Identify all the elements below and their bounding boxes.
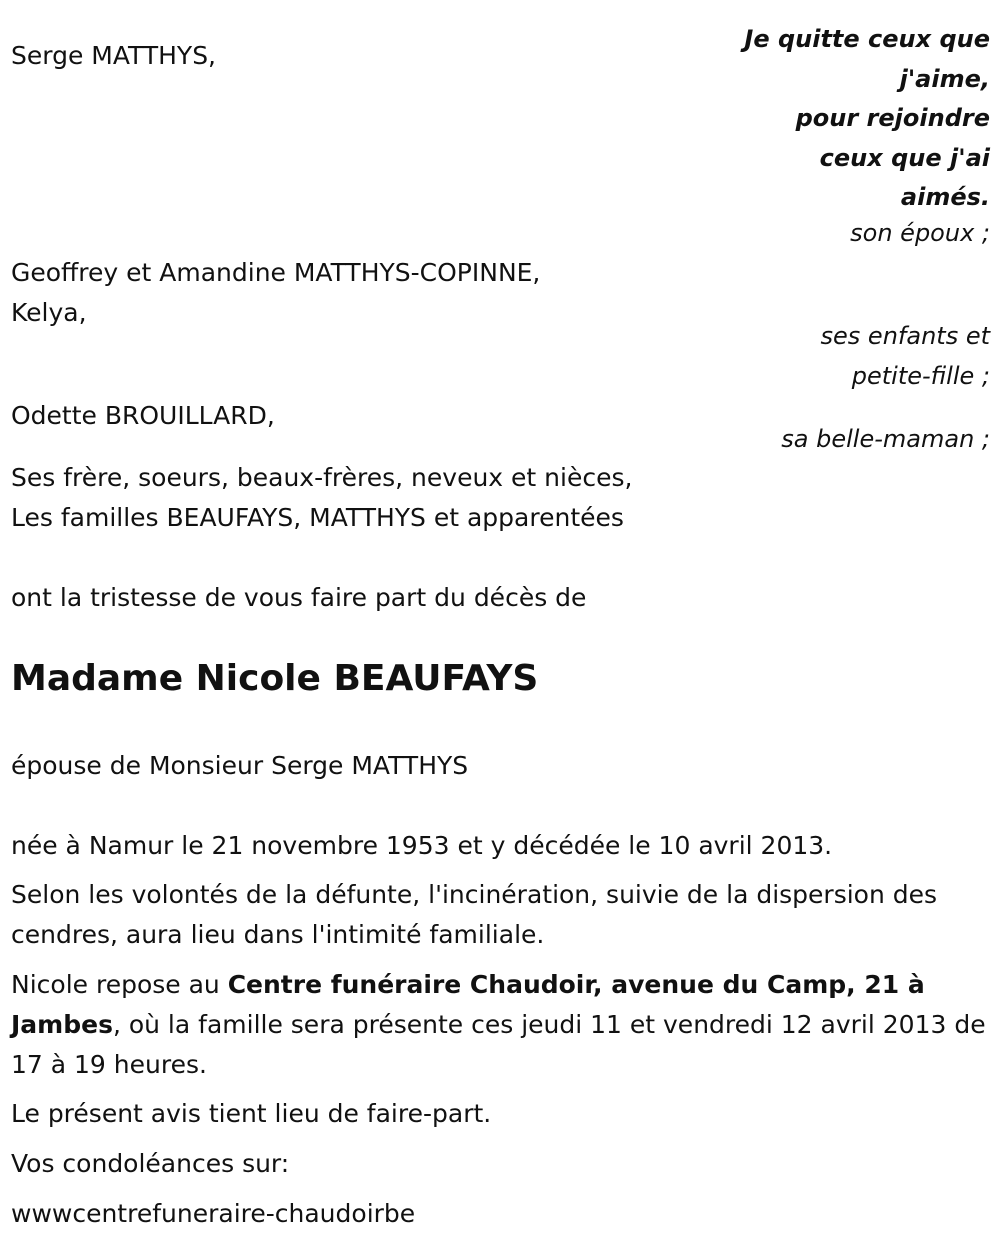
- repose-prefix: Nicole repose au: [11, 970, 228, 999]
- repose-paragraph: [11, 965, 989, 1085]
- children-relation-line-1: ses enfants et: [820, 322, 990, 350]
- mother-in-law-name: Odette BROUILLARD,: [11, 401, 275, 430]
- quote-line: aimés.: [900, 183, 990, 211]
- deceased-name: Madame Nicole BEAUFAYS: [11, 658, 539, 699]
- quote-line: j'aime,: [899, 64, 990, 93]
- quote-block: [744, 20, 990, 218]
- mother-in-law-relation: sa belle-maman ;: [781, 425, 990, 453]
- siblings-line: Ses frère, soeurs, beaux-frères, neveux et nièces,: [11, 463, 633, 492]
- spouse-name: Serge MATTHYS,: [11, 41, 217, 70]
- quote-line: pour rejoindre: [795, 104, 990, 132]
- repose-location: Centre funéraire Chaudoir, avenue du Camp, 21 à Jambes: [11, 970, 925, 1039]
- notice-line: Le présent avis tient lieu de faire-part.: [11, 1099, 492, 1128]
- children-line-2: Kelya,: [11, 298, 87, 327]
- birth-death-line: née à Namur le 21 novembre 1953 et y décédée le 10 avril 2013.: [11, 831, 833, 860]
- families-line: Les familles BEAUFAYS, MATTHYS et apparentées: [11, 503, 624, 532]
- wishes-paragraph: Selon les volontés de la défunte, l'incinération, suivie de la dispersion des cendres, aura lieu dans l'intimité familiale.: [11, 880, 938, 949]
- announcement-intro: ont la tristesse de vous faire part du décès de: [11, 583, 587, 612]
- spouse-of-line: épouse de Monsieur Serge MATTHYS: [11, 751, 469, 780]
- quote-line: ceux que j'ai: [819, 143, 990, 172]
- children-line-1: Geoffrey et Amandine MATTHYS-COPINNE,: [11, 258, 541, 287]
- repose-suffix: , où la famille sera présente ces jeudi 11 et vendredi 12 avril 2013 de 17 à 19 heures.: [11, 1010, 986, 1079]
- condolences-label: Vos condoléances sur:: [11, 1149, 290, 1178]
- spouse-relation: son époux ;: [850, 219, 990, 247]
- quote-line: Je quitte ceux que: [744, 25, 990, 53]
- children-relation-line-2: petite-fille ;: [851, 362, 990, 390]
- condolences-website: wwwcentrefuneraire-chaudoirbe: [11, 1199, 416, 1228]
